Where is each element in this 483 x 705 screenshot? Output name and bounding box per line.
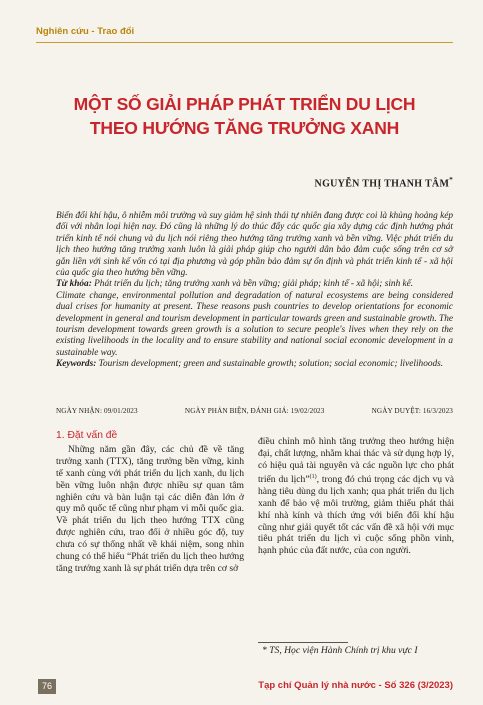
- author-mark: *: [449, 176, 453, 184]
- section-header: Nghiên cứu - Trao đổi: [36, 26, 135, 37]
- body-paragraph-right: [258, 436, 454, 557]
- footnote: * TS, Học viện Hành Chính trị khu vực I: [262, 645, 418, 656]
- keywords-en-text: Tourism development; green and sustainable growth; solution; social economic; livelihoods.: [96, 359, 444, 370]
- keywords-vi: [56, 279, 453, 290]
- body-column-right: [258, 436, 454, 557]
- title-line-2: THEO HƯỚNG TĂNG TRƯỞNG XANH: [89, 118, 400, 138]
- date-reviewed: NGÀY PHẢN BIỆN, ĐÁNH GIÁ: 19/02/2023: [184, 407, 325, 415]
- keywords-en: [56, 359, 453, 370]
- footnote-rule: [258, 642, 348, 643]
- header-rule: [36, 42, 453, 43]
- article-title: [36, 92, 453, 140]
- keywords-vi-text: Phát triển du lịch; tăng trưởng xanh và bền vững; giải pháp; kinh tế - xã hội; sinh kế.: [91, 279, 414, 290]
- title-line-1: MỘT SỐ GIẢI PHÁP PHÁT TRIỂN DU LỊCH: [73, 94, 416, 114]
- section-heading: 1. Đặt vấn đề: [56, 430, 118, 441]
- abstract: [56, 211, 453, 371]
- page-number: 76: [38, 679, 56, 694]
- journal-footer: Tạp chí Quản lý nhà nước - Số 326 (3/2023): [258, 680, 453, 691]
- author: [315, 176, 453, 189]
- author-name: NGUYỄN THỊ THANH TÂM: [314, 178, 450, 190]
- abstract-vi: Biến đổi khí hậu, ô nhiễm môi trường và suy giảm hệ sinh thái tự nhiên đang được coi là khủng hoảng kép đối với nhân loại hiện nay. Đó cũng là những lý do thúc đẩy các quốc gia xây dựng các định hướng phát triển kinh tế nói chung và du lịch nói riêng theo hướng tăng trưởng xanh và bền vững. Việc phát triển du lịch theo hướng tăng trưởng xanh luôn là giải pháp giúp cho người dân bảo đảm cuộc sống trên cơ sở gắn liền với sinh kế vốn có tại địa phương và góp phần bảo đảm sự ổn định và phát triển kinh tế - xã hội của quốc gia theo hướng bền vững.: [56, 211, 453, 279]
- dates-row: [56, 407, 453, 415]
- body-paragraph-left: Những năm gần đây, các chủ đề về tăng trưởng xanh (TTX), tăng trưởng bền vững, kinh tế xanh cùng với phát triển du lịch xanh, du lịch bền vững luôn nhận được nhiều sự quan tâm nghiên cứu và bàn luận tại các diễn đàn lớn ở quy mô quốc tế cũng như phạm vi mỗi quốc gia. Về phát triển du lịch theo hướng TTX cũng được nghiên cứu, trao đổi ở nhiều góc độ, tuy chưa có sự thống nhất về khái niệm, song nhìn chung có thể hiểu “Phát triển du lịch theo hướng tăng trưởng xanh là sự phát triển dựa trên cơ sở: [56, 443, 244, 574]
- abstract-en: Climate change, environmental pollution and degradation of natural ecosystems are being considered dual crises for humanity at present. These reasons push countries to develop orientations for economic development in general and tourism development in particular towards green and sustainable growth. The tourism development towards green growth is a solution to secure people's lives when they rely on the existing livelihoods in the locality and to ensure stability and national social economic development in a sustainable way.: [56, 290, 453, 358]
- reference-mark: (1): [309, 473, 317, 480]
- keywords-en-label: Keywords:: [56, 359, 97, 370]
- date-received: NGÀY NHẬN: 09/01/2023: [56, 407, 138, 415]
- body-right-text: điều chỉnh mô hình tăng trưởng theo hướng hiện đại, chất lượng, nhằm khai thác và sử dụng hợp lý, có hiệu quả tài nguyên và các nguồn lực cho phát triển du lịch”: [258, 436, 454, 485]
- keywords-vi-label: Từ khóa:: [56, 279, 92, 290]
- date-approved: NGÀY DUYỆT: 16/3/2023: [371, 407, 453, 415]
- body-right-rest: , trong đó chú trọng các dịch vụ và hàng tiêu dùng du lịch xanh; qua phát triển du lịch xanh để bảo vệ môi trường, giảm thiểu phát thải khí nhà kính và thích ứng với biến đổi khí hậu cũng như giải quyết tốt các vấn đề xã hội với mục tiêu phát triển du lịch vì cuộc sống phồn vinh, hạnh phúc của đất nước, của con người.: [258, 473, 454, 557]
- body-column-left: [56, 430, 244, 575]
